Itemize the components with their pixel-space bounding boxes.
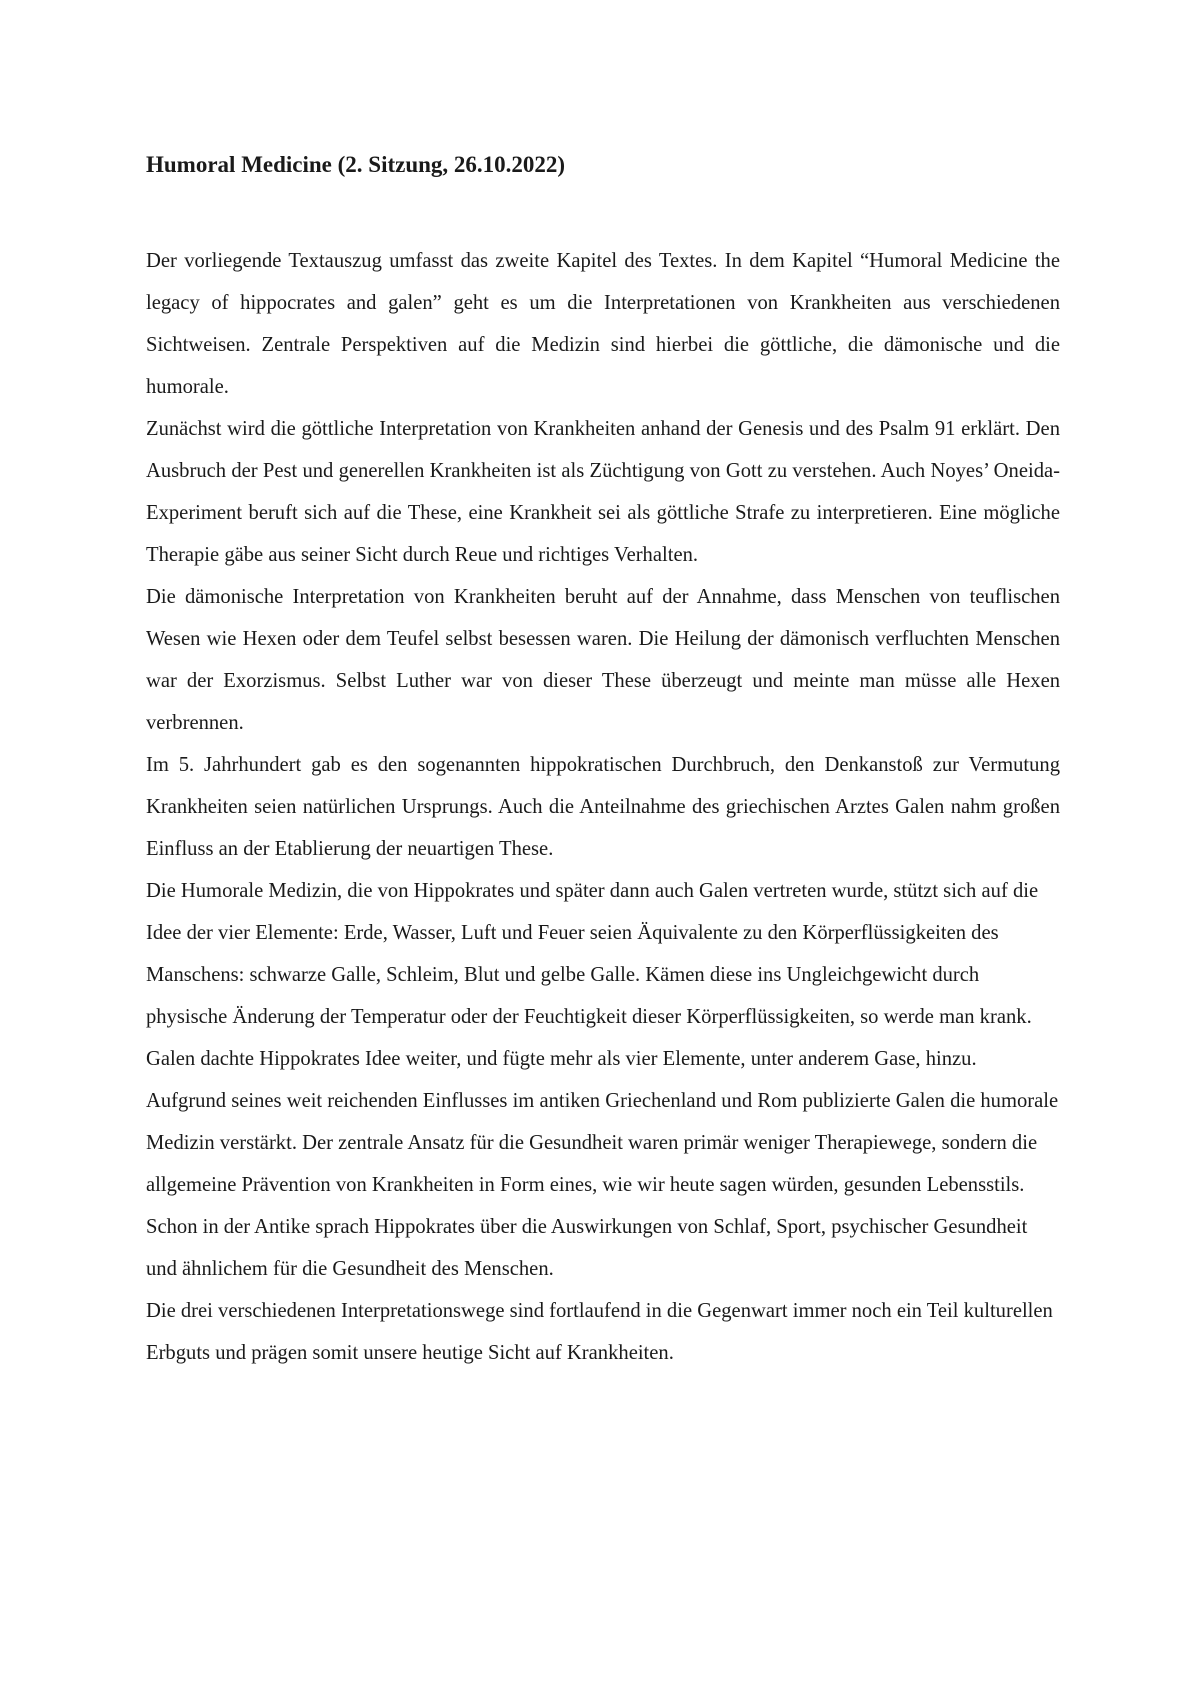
paragraph-introduction: Der vorliegende Textauszug umfasst das zweite Kapitel des Textes. In dem Kapitel “Humoral Medicine the legacy of hippocrates and galen” geht es um die Interpretationen von Krankheiten aus verschiedenen Sichtweisen. Zentrale Perspektiven auf die Medizin sind hierbei die göttliche, die dämonische und die humorale. (146, 250, 1060, 398)
paragraph-demonic-interpretation: Die dämonische Interpretation von Krankheiten beruht auf der Annahme, dass Menschen von teuflischen Wesen wie Hexen oder dem Teufel selbst besessen waren. Die Heilung der dämonisch verfluchten Menschen war der Exorzismus. Selbst Luther war von dieser These überzeugt und meinte man müsse alle Hexen verbrennen. (146, 586, 1060, 734)
document-title: Humoral Medicine (2. Sitzung, 26.10.2022) (146, 152, 566, 177)
paragraph-hippocratic-breakthrough: Im 5. Jahrhundert gab es den sogenannten hippokratischen Durchbruch, den Denkanstoß zur Vermutung Krankheiten seien natürlichen Ursprungs. Auch die Anteilnahme des griechischen Arztes Galen nahm großen Einfluss an der Etablierung der neuartigen These. (146, 754, 1060, 860)
paragraph-conclusion: Die drei verschiedenen Interpretationswege sind fortlaufend in die Gegenwart immer noch ein Teil kulturellen Erbguts und prägen somit unsere heutige Sicht auf Krankheiten. (146, 1300, 1053, 1364)
paragraph-divine-interpretation: Zunächst wird die göttliche Interpretation von Krankheiten anhand der Genesis und des Psalm 91 erklärt. Den Ausbruch der Pest und generellen Krankheiten ist als Züchtigung von Gott zu verstehen. Auch Noyes’ Oneida-Experiment beruft sich auf die These, eine Krankheit sei als göttliche Strafe zu interpretieren. Eine mögliche Therapie gäbe aus seiner Sicht durch Reue und richtiges Verhalten. (146, 418, 1060, 566)
document-body (146, 146, 1060, 1374)
paragraph-humoral-medicine: Die Humorale Medizin, die von Hippokrates und später dann auch Galen vertreten wurde, stützt sich auf die Idee der vier Elemente: Erde, Wasser, Luft und Feuer seien Äquivalente zu den Körperflüssigkeiten des Manschens: schwarze Galle, Schleim, Blut und gelbe Galle. Kämen diese ins Ungleichgewicht durch physische Änderung der Temperatur oder der Feuchtigkeit dieser Körperflüssigkeiten, so werde man krank. Galen dachte Hippokrates Idee weiter, und fügte mehr als vier Elemente, unter anderem Gase, hinzu. Aufgrund seines weit reichenden Einflusses im antiken Griechenland und Rom publizierte Galen die humorale Medizin verstärkt. Der zentrale Ansatz für die Gesundheit waren primär weniger Therapiewege, sondern die allgemeine Prävention von Krankheiten in Form eines, wie wir heute sagen würden, gesunden Lebensstils. Schon in der Antike sprach Hippokrates über die Auswirkungen von Schlaf, Sport, psychischer Gesundheit und ähnlichem für die Gesundheit des Menschen. (146, 880, 1059, 1280)
